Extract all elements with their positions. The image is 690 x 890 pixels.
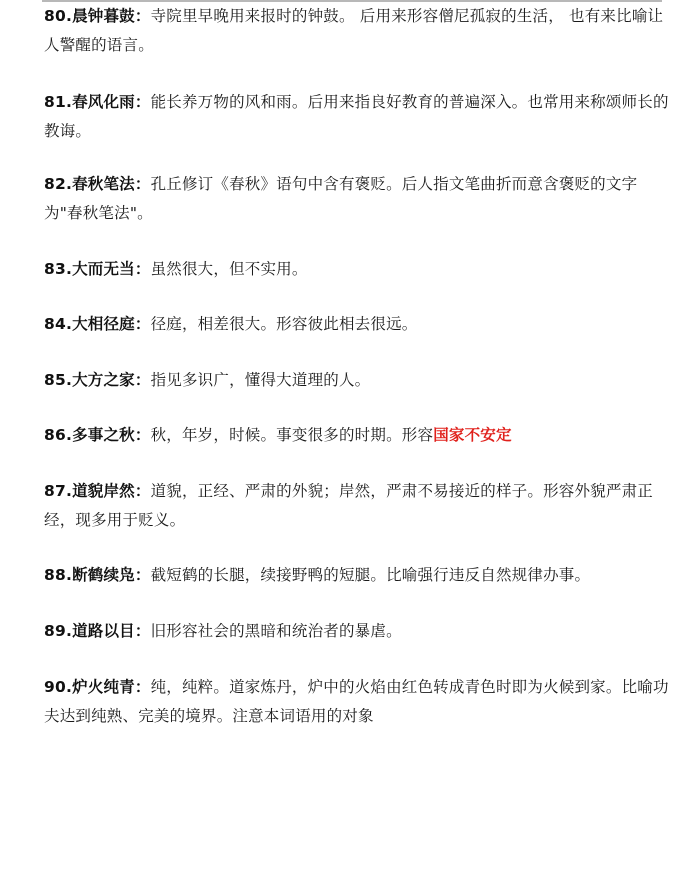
entry-number: 89. xyxy=(44,622,73,640)
entry-colon: ： xyxy=(134,7,151,25)
entry-term: 道貌岸然 xyxy=(72,482,135,500)
entry-term: 晨钟暮鼓 xyxy=(72,7,135,25)
entry-colon: ： xyxy=(134,426,151,444)
entry-number: 82. xyxy=(44,175,73,193)
entry-definition: 秋，年岁，时候。事变很多的时期。形容 xyxy=(150,426,434,444)
entry-term: 断鹤续凫 xyxy=(72,566,135,584)
entry-colon: ： xyxy=(134,93,151,111)
idiom-entry-81 xyxy=(44,88,670,146)
entry-colon: ： xyxy=(134,678,151,696)
entry-term: 炉火纯青 xyxy=(72,678,135,696)
idiom-entry-83 xyxy=(44,255,670,284)
entry-number: 88. xyxy=(44,566,73,584)
entry-term: 道路以目 xyxy=(72,622,135,640)
entry-number: 87. xyxy=(44,482,73,500)
entry-colon: ： xyxy=(134,371,151,389)
entry-definition: 寺院里早晚用来报时的钟鼓。 后用来形容僧尼孤寂的生活， 也有来比喻让人警醒的语言。 xyxy=(44,7,664,54)
entry-number: 83. xyxy=(44,260,73,278)
entry-term: 大相径庭 xyxy=(72,315,135,333)
entry-colon: ： xyxy=(134,566,151,584)
entry-number: 84. xyxy=(44,315,73,333)
entry-colon: ： xyxy=(134,315,151,333)
entry-term: 春风化雨 xyxy=(72,93,135,111)
entry-colon: ： xyxy=(134,260,151,278)
idiom-entry-82 xyxy=(44,170,670,228)
idiom-entry-88 xyxy=(44,561,670,590)
entry-definition: 旧形容社会的黑暗和统治者的暴虐。 xyxy=(150,622,402,640)
entry-colon: ： xyxy=(134,482,151,500)
entry-term: 大方之家 xyxy=(72,371,135,389)
entry-definition: 虽然很大，但不实用。 xyxy=(150,260,308,278)
entry-number: 81. xyxy=(44,93,73,111)
entry-definition: 纯，纯粹。道家炼丹，炉中的火焰由红色转成青色时即为火候到家。比喻功夫达到纯熟、完美的境界。注意本词语用的对象 xyxy=(44,678,669,725)
idiom-entry-86 xyxy=(44,421,670,450)
entry-definition: 指见多识广，懂得大道理的人。 xyxy=(150,371,371,389)
idiom-entry-87 xyxy=(44,477,670,535)
entry-term: 多事之秋 xyxy=(72,426,135,444)
idiom-entry-85 xyxy=(44,366,670,395)
idiom-entry-90 xyxy=(44,673,670,731)
idiom-entry-80 xyxy=(44,2,670,60)
entry-term: 春秋笔法 xyxy=(72,175,135,193)
entry-term: 大而无当 xyxy=(72,260,135,278)
entry-number: 86. xyxy=(44,426,73,444)
entry-definition: 截短鹤的长腿，续接野鸭的短腿。比喻强行违反自然规律办事。 xyxy=(150,566,591,584)
entry-colon: ： xyxy=(134,622,151,640)
entry-definition: 孔丘修订《春秋》语句中含有褒贬。后人指文笔曲折而意含褒贬的文字为"春秋笔法"。 xyxy=(44,175,638,222)
idiom-entry-84 xyxy=(44,310,670,339)
entry-number: 85. xyxy=(44,371,73,389)
entry-definition: 径庭，相差很大。形容彼此相去很远。 xyxy=(150,315,418,333)
entry-colon: ： xyxy=(134,175,151,193)
entry-definition: 道貌，正经、严肃的外貌；岸然，严肃不易接近的样子。形容外貌严肃正经，现多用于贬义。 xyxy=(44,482,653,529)
idiom-entry-89 xyxy=(44,617,670,646)
entry-number: 90. xyxy=(44,678,73,696)
entry-number: 80. xyxy=(44,7,73,25)
entry-definition: 能长养万物的风和雨。后用来指良好教育的普遍深入。也常用来称颂师长的教诲。 xyxy=(44,93,669,140)
entry-highlight: 国家不安定 xyxy=(433,426,512,444)
